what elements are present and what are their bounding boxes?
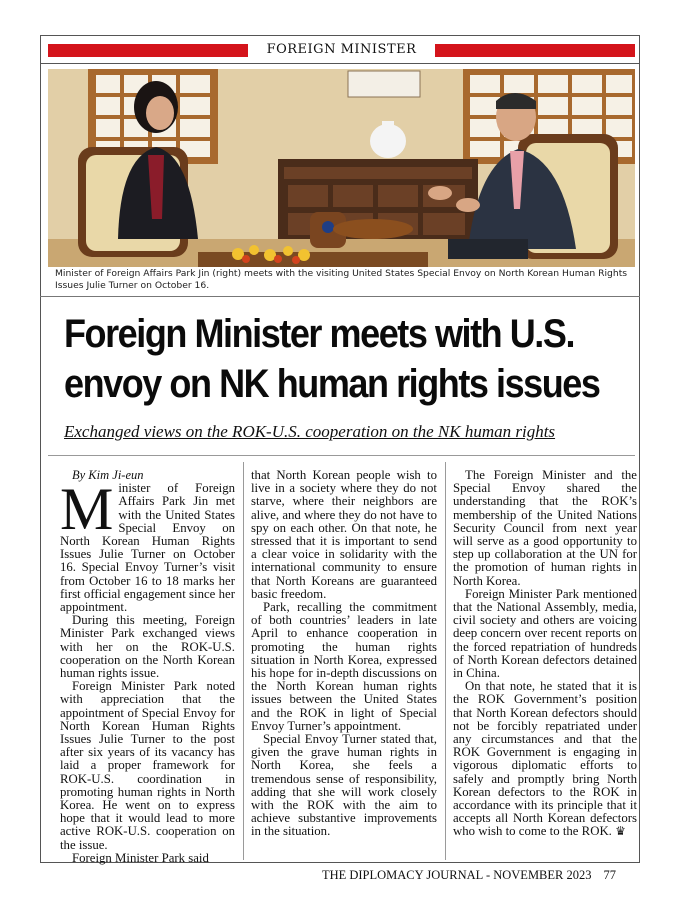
article-column-3 [453,469,637,839]
article-paragraph [453,680,637,838]
article-column-2 [251,469,437,839]
drop-cap: M [60,476,114,543]
article-paragraph: Foreign Minister Park mentioned that the National Assembly, media, civil society and others are voicing deep concern over recent reports on the forced repatriation of hundreds of North Korean defectors detained in China. [453,586,637,681]
article-paragraph: Foreign Minister Park said [72,850,209,865]
article-paragraph: Park, recalling the commitment of both countries’ leaders in late April to enhance cooperation in promoting the human rights situation in North Korea, expressed his hope for in-depth discussions on the North Korean human rights issues between the United States and the ROK in light of Special Envoy Turner’s appointment. [251,600,437,733]
article-paragraph: Foreign Minister Park noted with appreciation that the appointment of Special Envoy for North Korean Human Rights Issues Julie Turner to the post after six years of its vacancy has laid a proper framework for ROK-U.S. coordination in promoting human rights in North Korea. He went on to express hope that it would lead to more active ROK-U.S. cooperation on the issue. [60,679,235,852]
headline-line-1: Foreign Minister meets with U.S. [64,312,575,356]
article-paragraph [60,476,235,615]
meeting-photo [48,69,635,267]
article-paragraph-text: inister of Foreign Affairs Park Jin met with the United States Special Envoy on North Korean Human Rights Issues Julie Turner on October 16. Special Envoy Turner’s visit from October 16 to 18 marks her first official engagement since her appointment. [60,481,235,615]
headline [64,309,600,409]
publication-name: THE DIPLOMACY JOURNAL - NOVEMBER 2023 [321,868,592,882]
deck-divider [48,455,635,456]
subheadline: Exchanged views on the ROK-U.S. cooperation on the NK human rights [64,422,556,441]
section-red-band-left [48,44,248,57]
header-divider [40,63,640,64]
article-column-1 [60,469,235,865]
column-divider [445,462,446,860]
photo-caption: Minister of Foreign Affairs Park Jin (right) meets with the visiting United States Special Envoy on North Korean Human Rights Issues Julie Turner on October 16. [55,268,628,291]
headline-line-2: envoy on NK human rights issues [64,362,600,406]
article-paragraph: The Foreign Minister and the Special Envoy shared the understanding that the ROK’s membership of the United Nations Security Council from next year will serve as a good opportunity to step up collaboration at the UN for the promotion of human rights in North Korea. [453,468,637,588]
column-divider [243,462,244,860]
article-paragraph-text: On that note, he stated that it is the ROK Government’s position that North Korean defectors should not be forcibly repatriated under any circumstances and that the ROK Government is engaging in vigorous diplomatic efforts to safely and promptly bring North Korean defectors to the ROK in accordance with its principle that it accepts all North Korean defectors who wish to come to the ROK. [453,679,637,839]
byline: By Kim Ji-eun [72,468,144,482]
page-footer [322,868,616,883]
section-red-band-right [435,44,635,57]
section-header [48,41,635,58]
article-paragraph: Special Envoy Turner stated that, given the grave human rights in North Korea, she feels a tremendous sense of responsibility, adding that she will work closely with the ROK with the aim to achieve substantive improvements in the situation. [251,732,437,839]
section-label: FOREIGN MINISTER [266,42,417,57]
article-paragraph: that North Korean people wish to live in a society where they do not starve, where their neighbors are alive, and where they do not have to spy on each other. On that note, he stressed that it is important to send a clear voice in solidarity with the international community to ensure that North Koreans are guaranteed basic freedom. [251,468,437,601]
page-number: 77 [603,868,616,882]
end-mark-icon: ♛ [615,824,626,839]
caption-divider [40,296,640,297]
article-paragraph: During this meeting, Foreign Minister Park exchanged views with her on the ROK-U.S. cooperation on the North Korean human rights issue. [60,613,235,681]
